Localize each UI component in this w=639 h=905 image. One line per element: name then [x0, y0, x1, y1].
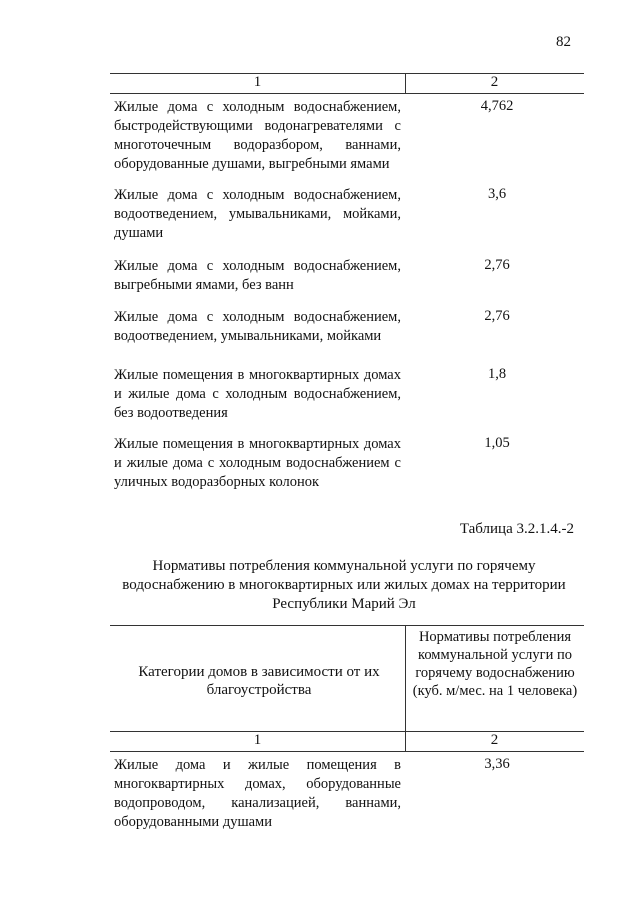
column-number-2: 2: [490, 732, 499, 748]
table-row-value: 3,36: [484, 756, 510, 772]
page-number: 82: [556, 34, 571, 50]
table-caption: Таблица 3.2.1.4.-2: [459, 521, 574, 537]
column-number-border: [110, 751, 584, 752]
table-row-value: 3,6: [487, 186, 507, 202]
table-row-category: Жилые помещения в многоквартирных домах и жилые дома с холодным водоснабжением с уличных водоразборных колонок: [114, 436, 401, 490]
table-title: Нормативы потребления коммунальной услуги по горячему водоснабжению в многоквартирных или жилых домах на территории Республики Марий Эл: [122, 558, 566, 612]
table-row-category: Жилые помещения в многоквартирных домах и жилые дома с холодным водоснабжением, без водоотведения: [114, 367, 401, 421]
table-row-value: 1,05: [484, 435, 510, 451]
header-category: Категории домов в зависимости от их благоустройства: [138, 664, 380, 698]
table-top-border: [110, 625, 584, 626]
column-number-1: 1: [253, 74, 262, 90]
table-row-category: Жилые дома с холодным водоснабжением, водоотведением, умывальниками, мойками: [114, 309, 401, 344]
table-row-value: 4,762: [480, 98, 514, 114]
column-number-2: 2: [490, 74, 499, 90]
table-row-category: Жилые дома с холодным водоснабжением, быстродействующими водонагревателями с многоточечным водоразбором, ваннами, оборудованные душами, выгребными ямами: [114, 99, 401, 172]
table-row-category: Жилые дома с холодным водоснабжением, выгребными ямами, без ванн: [114, 258, 401, 293]
column-number-1: 1: [253, 732, 262, 748]
table-row-value: 2,76: [484, 308, 510, 324]
table-row-category: Жилые дома и жилые помещения в многоквартирных домах, оборудованные водопроводом, канализацией, ваннами, оборудованными душами: [114, 757, 401, 830]
column-number-border: [110, 93, 584, 94]
table-row-category: Жилые дома с холодным водоснабжением, водоотведением, умывальниками, мойками, душами: [114, 187, 401, 241]
table-row-value: 2,76: [484, 257, 510, 273]
table-row-value: 1,8: [487, 366, 507, 382]
header-value: Нормативы потребления коммунальной услуги по горячему водоснабжению (куб. м/мес. на 1 человека): [412, 629, 578, 699]
